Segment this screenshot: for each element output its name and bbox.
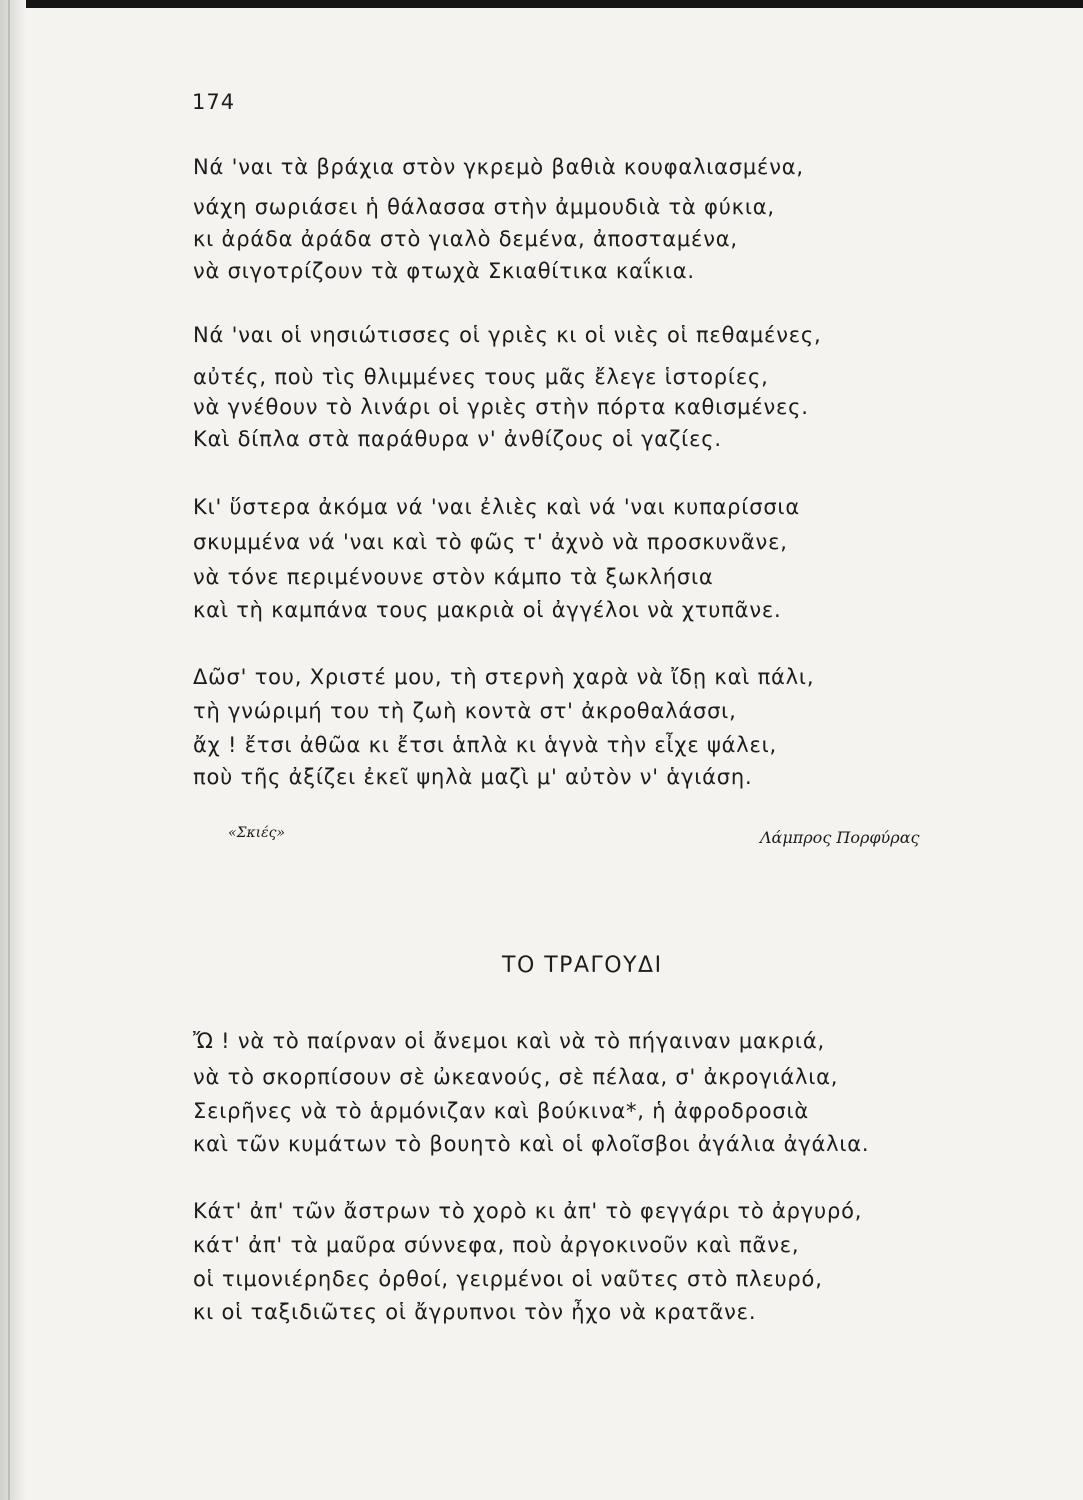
page-binding-edge	[0, 0, 26, 1500]
poem-line: Νά 'ναι τὰ βράχια στὸν γκρεμὸ βαθιὰ κουφαλιασμένα,	[193, 155, 804, 179]
poem-line: ἄχ ! ἔτσι ἀθῶα κι ἔτσι ἁπλὰ κι ἁγνὰ τὴν εἶχε ψάλει,	[193, 733, 778, 757]
page-top-shadow	[0, 0, 1083, 8]
poem-line: νάχη σωριάσει ἡ θάλασσα στὴν ἀμμουδιὰ τὰ φύκια,	[193, 195, 775, 219]
poem-line: αὐτές, ποὺ τὶς θλιμμένες τους μᾶς ἔλεγε ἱστορίες,	[193, 365, 769, 389]
poem-line: κι ἀράδα ἀράδα στὸ γιαλὸ δεμένα, ἀποσταμένα,	[193, 227, 738, 251]
poem-line: νὰ σιγοτρίζουν τὰ φτωχὰ Σκιαθίτικα καΐκια.	[193, 259, 695, 283]
poem-line: καὶ τῶν κυμάτων τὸ βουητὸ καὶ οἱ φλοῖσβοι ἀγάλια ἀγάλια.	[193, 1132, 870, 1156]
poem-author: Λάμπρος Πορφύρας	[760, 828, 920, 847]
poem-line: ποὺ τῆς ἀξίζει ἐκεῖ ψηλὰ μαζὶ μ' αὐτὸν ν' ἁγιάση.	[193, 765, 753, 789]
poem-line: σκυμμένα νά 'ναι καὶ τὸ φῶς τ' ἀχνὸ νὰ προσκυνᾶνε,	[193, 530, 788, 554]
page-number: 174	[192, 90, 236, 114]
poem-line: κι οἱ ταξιδιῶτες οἱ ἄγρυπνοι τὸν ἦχο νὰ κρατᾶνε.	[193, 1300, 757, 1324]
poem-line: Καὶ δίπλα στὰ παράθυρα ν' ἀνθίζους οἱ γαζίες.	[193, 427, 722, 451]
poem-line: Δῶσ' του, Χριστέ μου, τὴ στερνὴ χαρὰ νὰ ἴδῃ καὶ πάλι,	[193, 665, 815, 689]
poem-line: κάτ' ἀπ' τὰ μαῦρα σύννεφα, ποὺ ἀργοκινοῦν καὶ πᾶνε,	[193, 1233, 800, 1257]
poem-line: Ὤ ! νὰ τὸ παίρναν οἱ ἄνεμοι καὶ νὰ τὸ πήγαιναν μακριά,	[193, 1029, 825, 1053]
poem-line: νὰ τόνε περιμένουνε στὸν κάμπο τὰ ξωκλήσια	[193, 565, 714, 589]
poem-line: Σειρῆνες νὰ τὸ ἁρμόνιζαν καὶ βούκινα*, ἡ ἀφροδροσιὰ	[193, 1099, 810, 1123]
poem-line: νὰ τὸ σκορπίσουν σὲ ὠκεανούς, σὲ πέλαα, σ' ἀκρογιάλια,	[193, 1065, 839, 1089]
poem-line: Κι' ὕστερα ἀκόμα νά 'ναι ἐλιὲς καὶ νά 'ναι κυπαρίσσια	[193, 495, 800, 519]
poem-title: ΤΟ ΤΡΑΓΟΥΔΙ	[502, 953, 663, 978]
poem-line: νὰ γνέθουν τὸ λινάρι οἱ γριὲς στὴν πόρτα καθισμένες.	[193, 395, 809, 419]
poem-source: «Σκιές»	[228, 825, 286, 841]
page-binding-line	[8, 0, 10, 1500]
poem-line: καὶ τὴ καμπάνα τους μακριὰ οἱ ἀγγέλοι νὰ χτυπᾶνε.	[193, 598, 782, 622]
poem-line: Κάτ' ἀπ' τῶν ἄστρων τὸ χορὸ κι ἀπ' τὸ φεγγάρι τὸ ἀργυρό,	[193, 1199, 863, 1223]
poem-line: τὴ γνώριμή του τὴ ζωὴ κοντὰ στ' ἀκροθαλάσσι,	[193, 699, 737, 723]
poem-line: Νά 'ναι οἱ νησιώτισσες οἱ γριὲς κι οἱ νιὲς οἱ πεθαμένες,	[193, 323, 822, 347]
poem-line: οἱ τιμονιέρηδες ὀρθοί, γειρμένοι οἱ ναῦτες στὸ πλευρό,	[193, 1267, 823, 1291]
